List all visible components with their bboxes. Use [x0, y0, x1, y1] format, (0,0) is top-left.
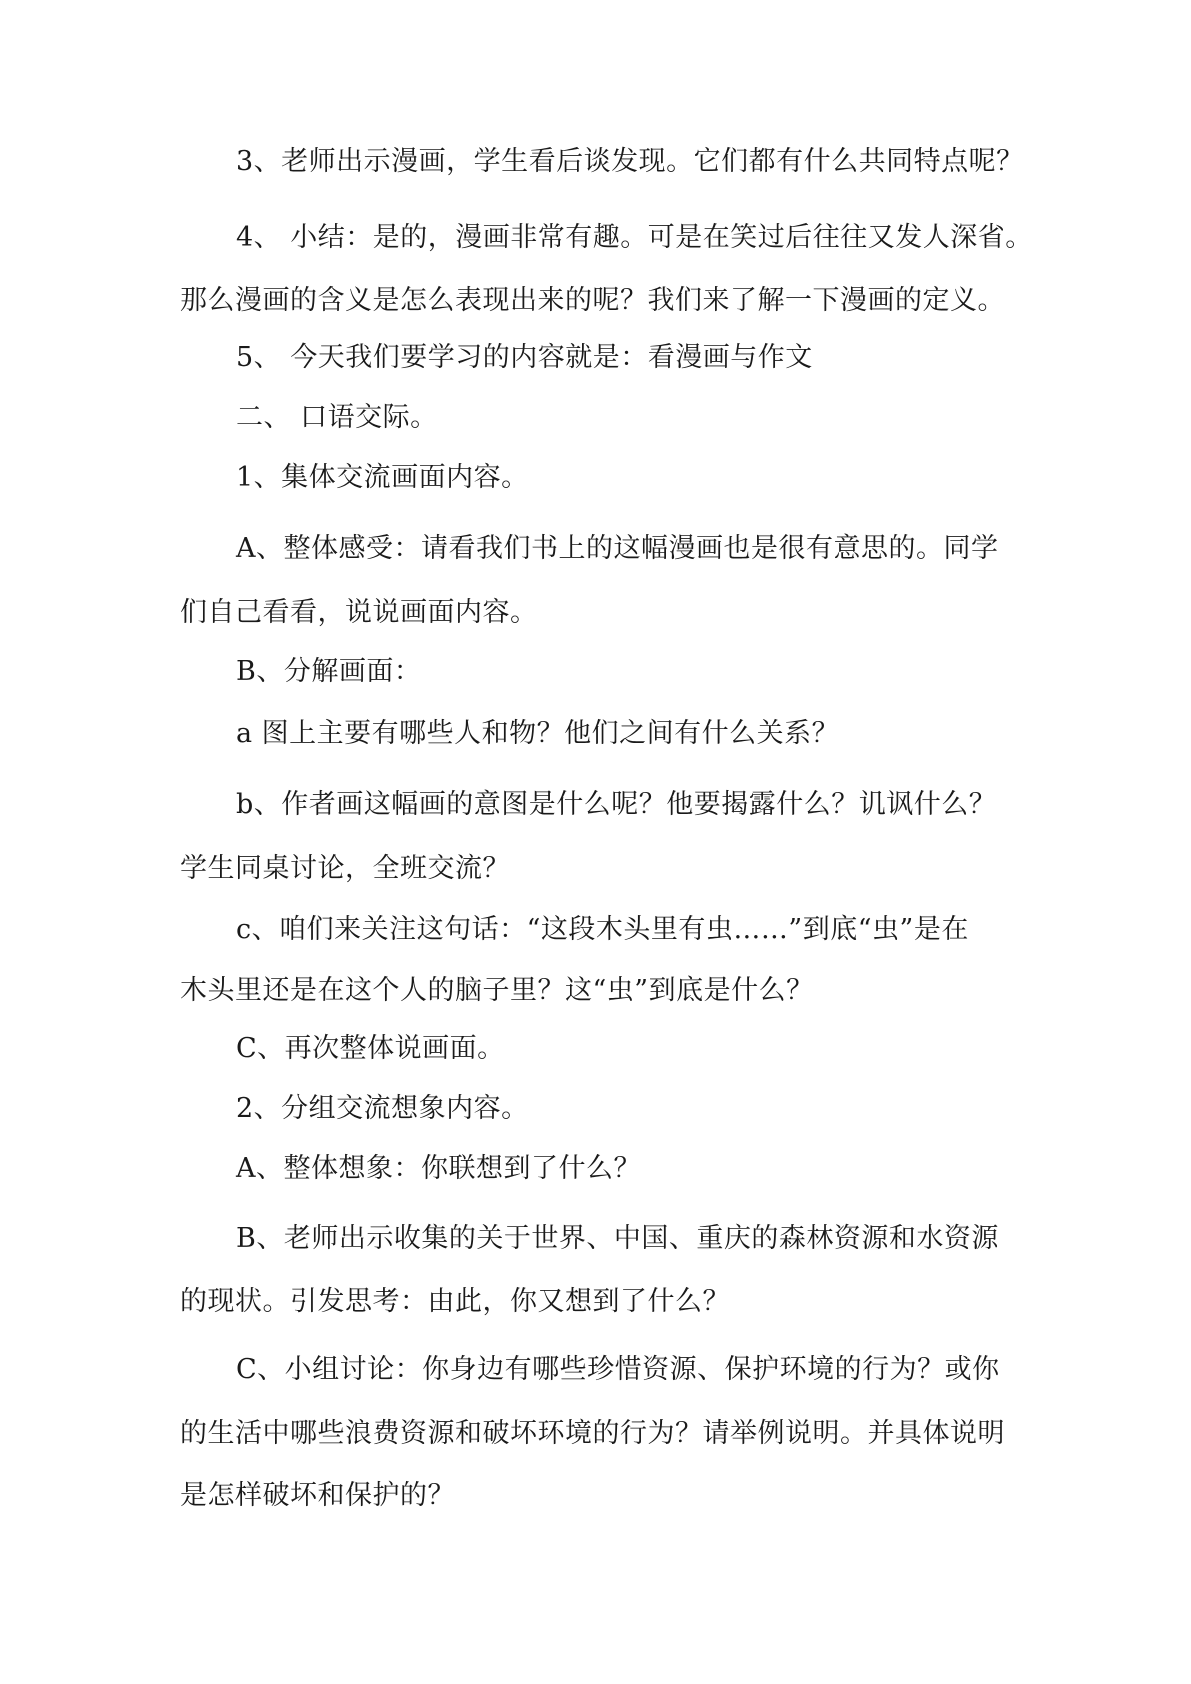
text-line: A、整体感受：请看我们书上的这幅漫画也是很有意思的。同学	[236, 533, 999, 564]
text-line: 5、 今天我们要学习的内容就是：看漫画与作文	[236, 342, 813, 373]
text-line: b、作者画这幅画的意图是什么呢？他要揭露什么？讥讽什么？	[236, 789, 997, 820]
text-line: C、小组讨论：你身边有哪些珍惜资源、保护环境的行为？或你	[236, 1354, 1000, 1385]
text-line: 二、 口语交际。	[236, 402, 438, 433]
text-line: 是怎样破坏和保护的？	[180, 1480, 455, 1511]
text-line: 木头里还是在这个人的脑子里？这“虫”到底是什么？	[180, 975, 814, 1006]
text-line: 们自己看看，说说画面内容。	[180, 597, 538, 628]
text-line: B、老师出示收集的关于世界、中国、重庆的森林资源和水资源	[236, 1223, 999, 1254]
text-line: 2、分组交流想象内容。	[236, 1093, 529, 1124]
text-line: A、整体想象：你联想到了什么？	[236, 1153, 641, 1184]
text-line: 的现状。引发思考：由此，你又想到了什么？	[180, 1286, 730, 1317]
text-line: c、咱们来关注这句话：“这段木头里有虫……”到底“虫”是在	[236, 914, 969, 945]
text-line: 的生活中哪些浪费资源和破坏环境的行为？请举例说明。并具体说明	[180, 1418, 1005, 1449]
text-line: a 图上主要有哪些人和物？他们之间有什么关系？	[236, 718, 840, 749]
text-line: 3、老师出示漫画，学生看后谈发现。它们都有什么共同特点呢？	[236, 146, 1024, 177]
text-line: 学生同桌讨论，全班交流？	[180, 853, 510, 884]
text-line: 那么漫画的含义是怎么表现出来的呢？我们来了解一下漫画的定义。	[180, 285, 1005, 316]
text-line: B、分解画面：	[236, 656, 422, 687]
text-line: 1、集体交流画面内容。	[236, 462, 529, 493]
text-line: C、再次整体说画面。	[236, 1033, 505, 1064]
text-line: 4、 小结：是的，漫画非常有趣。可是在笑过后往往又发人深省。	[236, 222, 1033, 253]
